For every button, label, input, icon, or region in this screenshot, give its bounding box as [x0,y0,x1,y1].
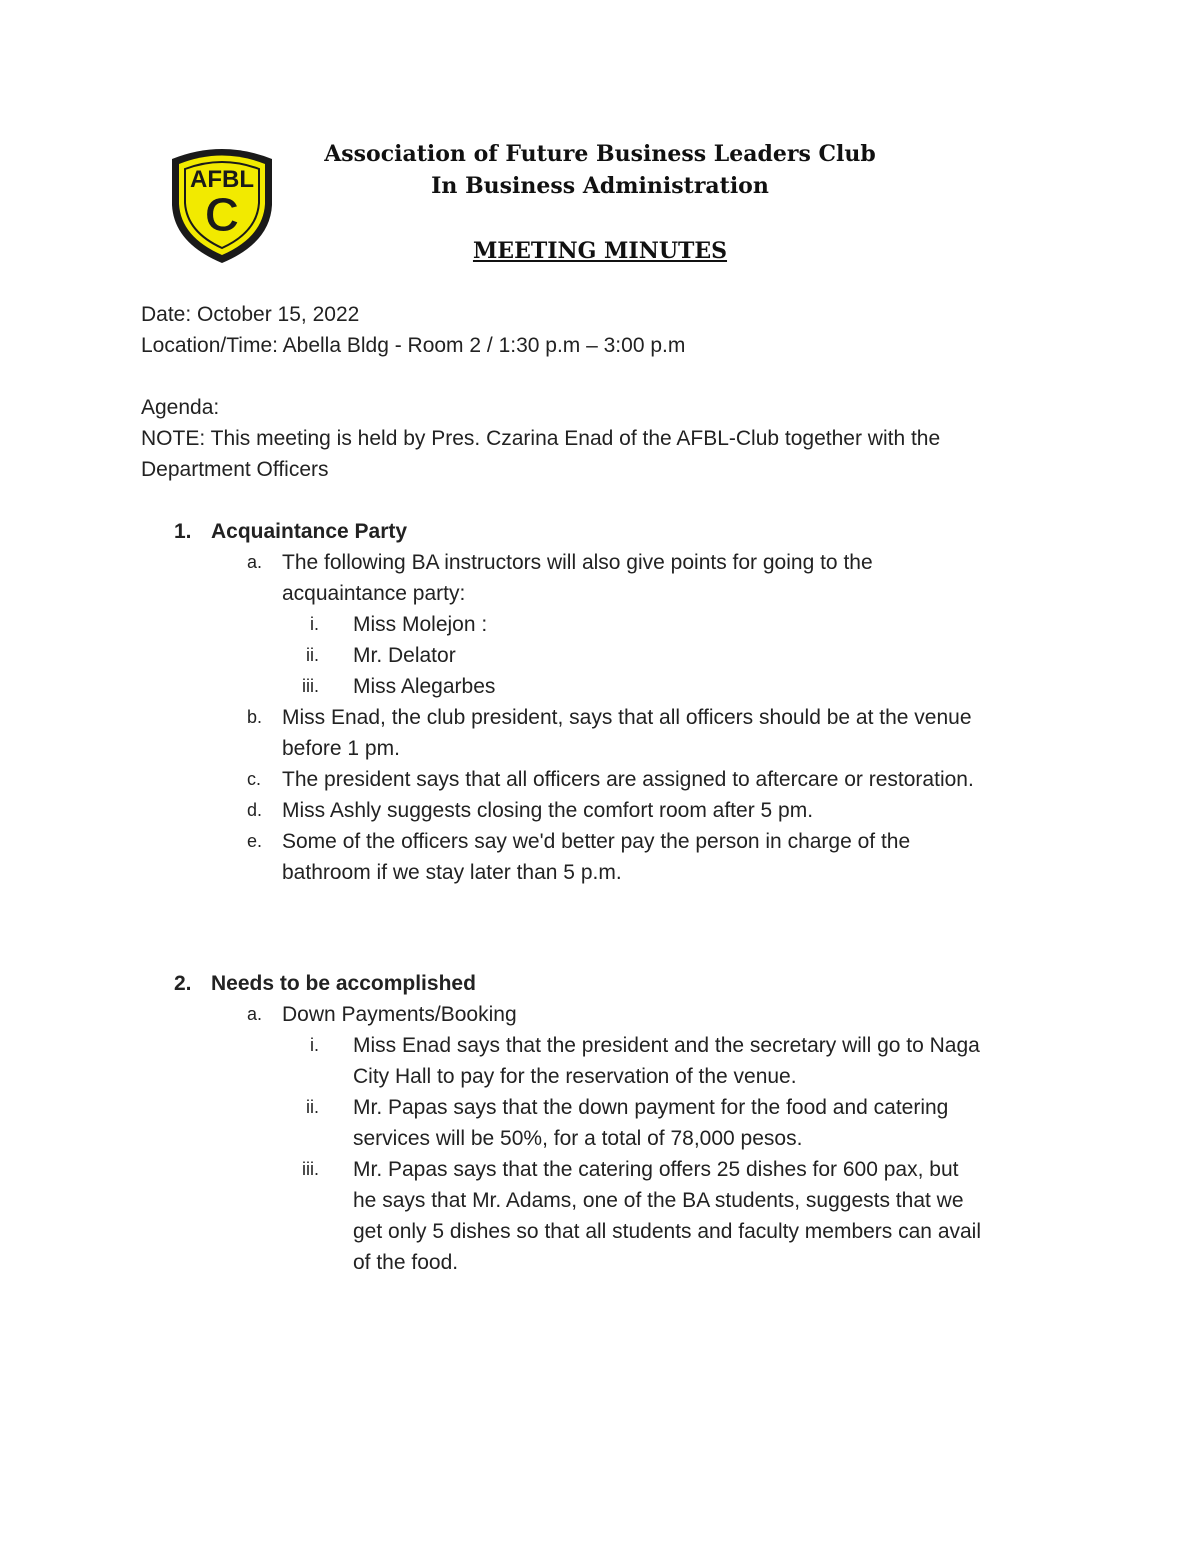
subitem-text: Mr. Papas says that the catering offers 25 dishes for 600 pax, but [353,1158,959,1181]
subitem-marker: i. [310,1035,319,1055]
subitem-marker: i. [310,614,319,634]
subitem-marker: ii. [306,645,319,665]
item-marker: b. [247,707,263,727]
subitem-text: get only 5 dishes so that all students and faculty members can avail [353,1220,982,1243]
agenda-label: Agenda: [141,396,220,419]
logo-letter: C [204,189,240,242]
item-text: before 1 pm. [282,737,400,760]
subitem-text: Miss Molejon : [353,613,488,636]
section-number: 2. [174,972,192,995]
agenda-section-1 [0,516,1200,888]
section-title: Acquaintance Party [211,520,408,543]
item-marker: a. [247,1004,263,1024]
item-marker: e. [247,831,263,851]
meeting-location-time: Location/Time: Abella Bldg - Room 2 / 1:30 p.m – 3:00 p.m [141,334,686,357]
logo-text: AFBL [190,166,254,193]
item-text: Miss Enad, the club president, says that all officers should be at the venue [282,706,972,729]
subitem-marker: iii. [302,676,319,696]
subitem-text: Mr. Papas says that the down payment for the food and catering [353,1096,949,1119]
agenda-section-2 [0,968,1200,1278]
subitem-marker: ii. [306,1097,319,1117]
item-marker: a. [247,552,263,572]
item-text: Down Payments/Booking [282,1003,517,1026]
subitem-text: of the food. [353,1251,459,1274]
item-marker: c. [247,769,262,789]
subitem-text: Miss Enad says that the president and the secretary will go to Naga [353,1034,980,1057]
subitem-text: City Hall to pay for the reservation of the venue. [353,1065,797,1088]
subitem-text: Mr. Delator [353,644,456,667]
item-text: Miss Ashly suggests closing the comfort room after 5 pm. [282,799,814,822]
item-text: acquaintance party: [282,582,466,605]
subitem-text: he says that Mr. Adams, one of the BA students, suggests that we [353,1189,964,1212]
meeting-date: Date: October 15, 2022 [141,303,360,326]
item-text: The president says that all officers are assigned to aftercare or restoration. [282,768,974,791]
item-text: The following BA instructors will also give points for going to the [282,551,873,574]
item-text: Some of the officers say we'd better pay the person in charge of the [282,830,911,853]
section-title: Needs to be accomplished [211,972,476,995]
section-number: 1. [174,520,192,543]
note-line-1: NOTE: This meeting is held by Pres. Czarina Enad of the AFBL-Club together with the [141,427,941,450]
subitem-text: Miss Alegarbes [353,675,496,698]
org-name-line1: Association of Future Business Leaders Club [324,141,876,167]
item-text: bathroom if we stay later than 5 p.m. [282,861,622,884]
item-marker: d. [247,800,263,820]
subitem-text: services will be 50%, for a total of 78,000 pesos. [353,1127,803,1150]
note-line-2: Department Officers [141,458,329,481]
org-name-line2: In Business Administration [431,173,769,199]
doc-title: MEETING MINUTES [472,238,728,264]
subitem-marker: iii. [302,1159,319,1179]
